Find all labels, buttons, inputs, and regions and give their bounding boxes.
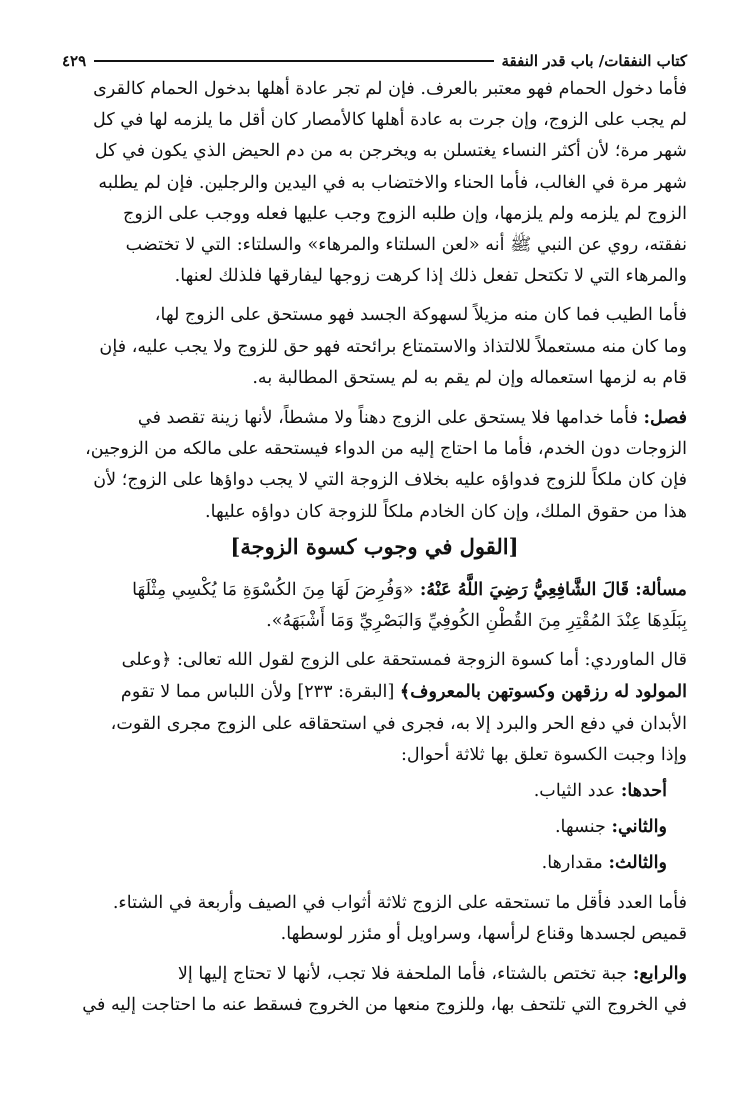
running-header — [62, 52, 687, 70]
section-heading: [القول في وجوب كسوة الزوجة] — [230, 533, 519, 559]
list-item — [62, 847, 687, 879]
list-item — [62, 775, 687, 807]
header-rule — [94, 60, 493, 62]
quote-line: بِبَلَدِهَا عِنْدَ المُقْتِرِ مِنَ القُطْنِ الكُوفِيِّ وَالبَصْرِيِّ وَمَا أَشْبَهَهُ». — [266, 611, 687, 632]
item-label: والثالث: — [608, 852, 667, 874]
list-item — [62, 811, 687, 843]
item-text: عدد الثياب. — [533, 781, 621, 802]
paragraph-count: فأما العدد فأقل ما تستحقه على الزوج ثلاثة أثواب في الصيف وأربعة في الشتاء. — [112, 892, 687, 913]
section-label: فصل: — [643, 407, 687, 429]
text-line: فإن كان ملكاً للزوج فدواؤه عليه بخلاف الزوجة التي لا يجب دواؤها على الزوج؛ لأن — [93, 470, 687, 491]
text-line: والمرهاء التي لا تكتحل تفعل ذلك إذا كرهت زوجها ليفارقها فلذلك لعنها. — [174, 266, 687, 287]
paragraph-mawardi: قال الماوردي: أما كسوة الزوجة فمستحقة على الزوج لقول الله تعالى: ﴿وعلى — [121, 650, 687, 671]
text-line: وإذا وجبت الكسوة تعلق بها ثلاثة أحوال: — [400, 744, 687, 765]
text-line: قام به لزمها استعماله وإن لم يقم به لم يستحق المطالبة به. — [252, 367, 687, 388]
text-line: الزوجات دون الخدم، فأما ما احتاج إليه من الدواء فيستحقه على مالكه من الزوجين، — [85, 439, 687, 460]
item-label: والرابع: — [632, 963, 687, 985]
text-line: نفقته، روي عن النبي ﷺ أنه «لعن السلتاء والمرهاء» والسلتاء: التي لا تختضب — [125, 235, 687, 256]
item-label: أحدها: — [620, 780, 667, 802]
text-line: قميص لجسدها وقناع لرأسها، وسراويل أو مئزر لوسطها. — [280, 923, 687, 944]
book-title: كتاب النفقات/ باب قدر النفقة — [501, 52, 687, 70]
text-run: [البقرة: ٢٣٣] ولأن اللباس مما لا تقوم — [120, 682, 400, 703]
text-line: الأبدان في دفع الحر والبرد إلا به، فجرى في استحقاقه على الزوج مجرى القوت، — [110, 713, 687, 734]
text-run: جبة تختص بالشتاء، فأما الملحفة فلا تجب، لأنها لا تحتاج إليها إلا — [177, 964, 633, 985]
paragraph-servants — [62, 402, 687, 434]
paragraph-perfume: فأما الطيب فما كان منه مزيلاً لسهوكة الجسد فهو مستحق على الزوج لها، — [154, 305, 687, 326]
text-line: في الخروج التي تلتحف بها، وللزوج منعها من الخروج فسقط عنه ما احتاجت إليه في — [82, 995, 687, 1016]
paragraph-bath: فأما دخول الحمام فهو معتبر بالعرف. فإن لم تجر عادة أهلها بدخول الحمام كالقرى — [93, 79, 687, 99]
item-label: والثاني: — [611, 816, 667, 838]
speaker: قَالَ الشَّافِعِيُّ رَضِيَ اللَّهُ عَنْهُ: — [413, 578, 636, 600]
quote-text: «وَفُرِضَ لَهَا مِنَ الكُسْوَةِ مَا يُكْسِي مِثْلَهَا — [132, 579, 414, 600]
text-line: هذا من حقوق الملك، وإن كان الخادم ملكاً للزوجة كان دواؤه عليها. — [205, 501, 687, 522]
page-number: ٤٢٩ — [62, 52, 87, 70]
item-text: جنسها. — [554, 817, 612, 838]
text-line: وما كان منه مستعملاً للالتذاذ والاستمتاع برائحته فهو حق للزوج ولا يجب عليه، فإن — [99, 336, 687, 357]
text-line — [62, 676, 687, 708]
item-text: مقدارها. — [541, 853, 609, 874]
quran-verse: المولود له رزقهن وكسوتهن بالمعروف﴾ — [399, 681, 687, 703]
masala-label: مسألة: — [635, 578, 687, 600]
text-run: فأما خدامها فلا يستحق على الزوج دهناً ولا مشطاً، لأنها زينة تقصد في — [137, 408, 644, 429]
text-line: لم يجب على الزوج، وإن جرت به عادة أهلها كالأمصار كان أقل ما يلزمه لها في كل — [93, 110, 687, 131]
masala-block — [62, 574, 687, 637]
text-line: الزوج لم يلزمه ولم يلزمها، وإن طلبه الزوج وجب عليها فعله ووجب على الزوج — [123, 203, 687, 224]
text-line: شهر مرة؛ لأن أكثر النساء يغتسلن به ويخرجن به من دم الحيض الذي يكون في كل — [94, 141, 687, 162]
paragraph-fourth — [62, 958, 687, 990]
text-line: شهر مرة في الغالب، فأما الحناء والاختضاب به في اليدين والرجلين. فإن لم يطلبه — [98, 172, 687, 193]
